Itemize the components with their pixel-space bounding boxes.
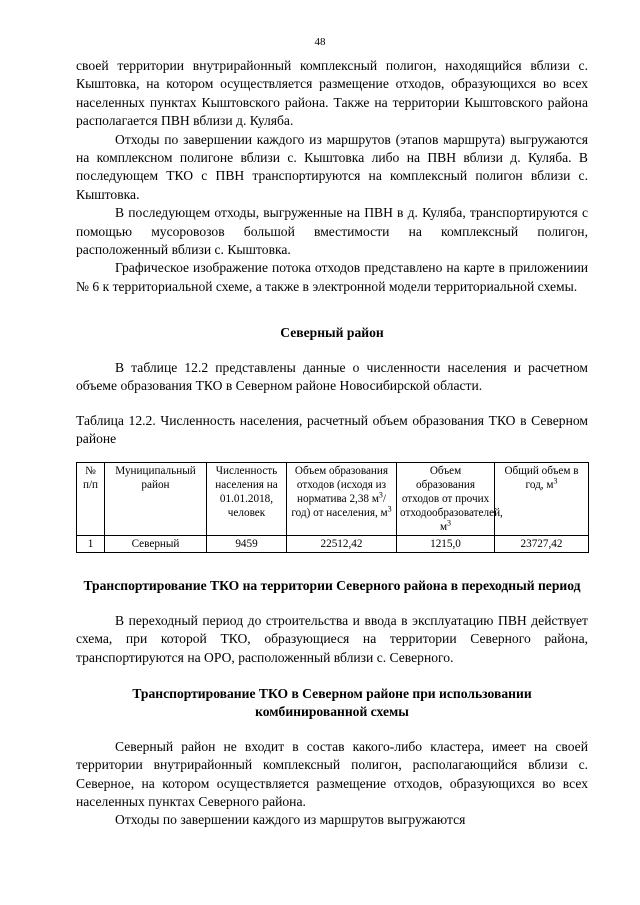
cell-number: 1 [77,536,105,553]
table-header-row [77,463,589,536]
header-population: Численность населения на 01.01.2018, человек [207,463,287,536]
paragraph-kyshtovka-continuation: своей территории внутрирайонный комплексный полигон, находящийся вблизи с. Кыштовка, на котором осуществляется размещение отходов, образующихся во всех населенных пунктах Кыштовского района. Также на территории Кыштовского района располагается ПВН вблизи д. Куляба. [76,58,588,129]
page-number: 48 [314,36,326,48]
paragraph-kyshtovka-routes: Отходы по завершении каждого из маршрутов (этапов маршрута) выгружаются на комплексном полигоне вблизи с. Кыштовка либо на ПВН вблизи д. Куляба. В последующем ТКО с ПВН транспортируются на комплексный полигон вблизи с. Кыштовка. [76,131,588,202]
paragraph-north-polygon: Северный район не входит в состав какого-либо кластера, имеет на своей территории внутрирайонный комплексный полигон, располагающийся вблизи с. Северное, на котором осуществляется размещение отходов, образующихся во всех населенных пунктах Северного района. [76,738,588,809]
cell-total: 23727,42 [495,536,589,553]
paragraph-table-intro: В таблице 12.2 представлены данные о численности населения и расчетном объеме образования ТКО в Северном районе Новосибирской области. [76,359,588,394]
paragraph-kyshtovka-transport: В последующем отходы, выгруженные на ПВН в д. Куляба, транспортируются с помощью мусоровозов большой вместимости на комплексный полигон, расположенный вблизи с. Кыштовка. [76,205,588,258]
header-municipality: Муниципальный район [105,463,207,536]
section-heading-north: Северный район [280,325,384,341]
header-volume-other: Объем образования отходов от прочих отходообразователей, $м^3$ [397,463,495,536]
paragraph-transition: В переходный период до строительства и ввода в эксплуатацию ПВН действует схема, при которой ТКО, образующиеся на территории Северного района, транспортируются на ОРО, расположенный вблизи с. Северного. [76,612,588,665]
cell-volume-other: 1215,0 [397,536,495,553]
cell-volume-population: 22512,42 [287,536,397,553]
document-body [76,57,588,830]
section-heading-transition: Транспортирование ТКО на территории Северного района в переходный период [83,578,581,594]
header-number: № п/п [77,463,105,536]
header-total: Общий объем в год, $м^3$ [495,463,589,536]
header-volume-population: Объем образования отходов (исходя из норматива 2,38 $м^3/год$) от населения, $м^3$ [287,463,397,536]
section-heading-combined: Транспортирование ТКО в Северном районе при использовании комбинированной схемы [132,685,532,720]
paragraph-kyshtovka-map: Графическое изображение потока отходов представлено на карте в приложениии № 6 к территориальной схеме, а также в электронной модели территориальной схемы. [76,260,588,294]
table-caption: Таблица 12.2. Численность населения, расчетный объем образования ТКО в Северном районе [76,412,588,446]
cell-municipality: Северный [105,536,207,553]
cell-population: 9459 [207,536,287,553]
tko-table [76,462,589,553]
paragraph-north-routes: Отходы по завершении каждого из маршрутов выгружаются [115,812,466,828]
table-row [77,536,589,553]
